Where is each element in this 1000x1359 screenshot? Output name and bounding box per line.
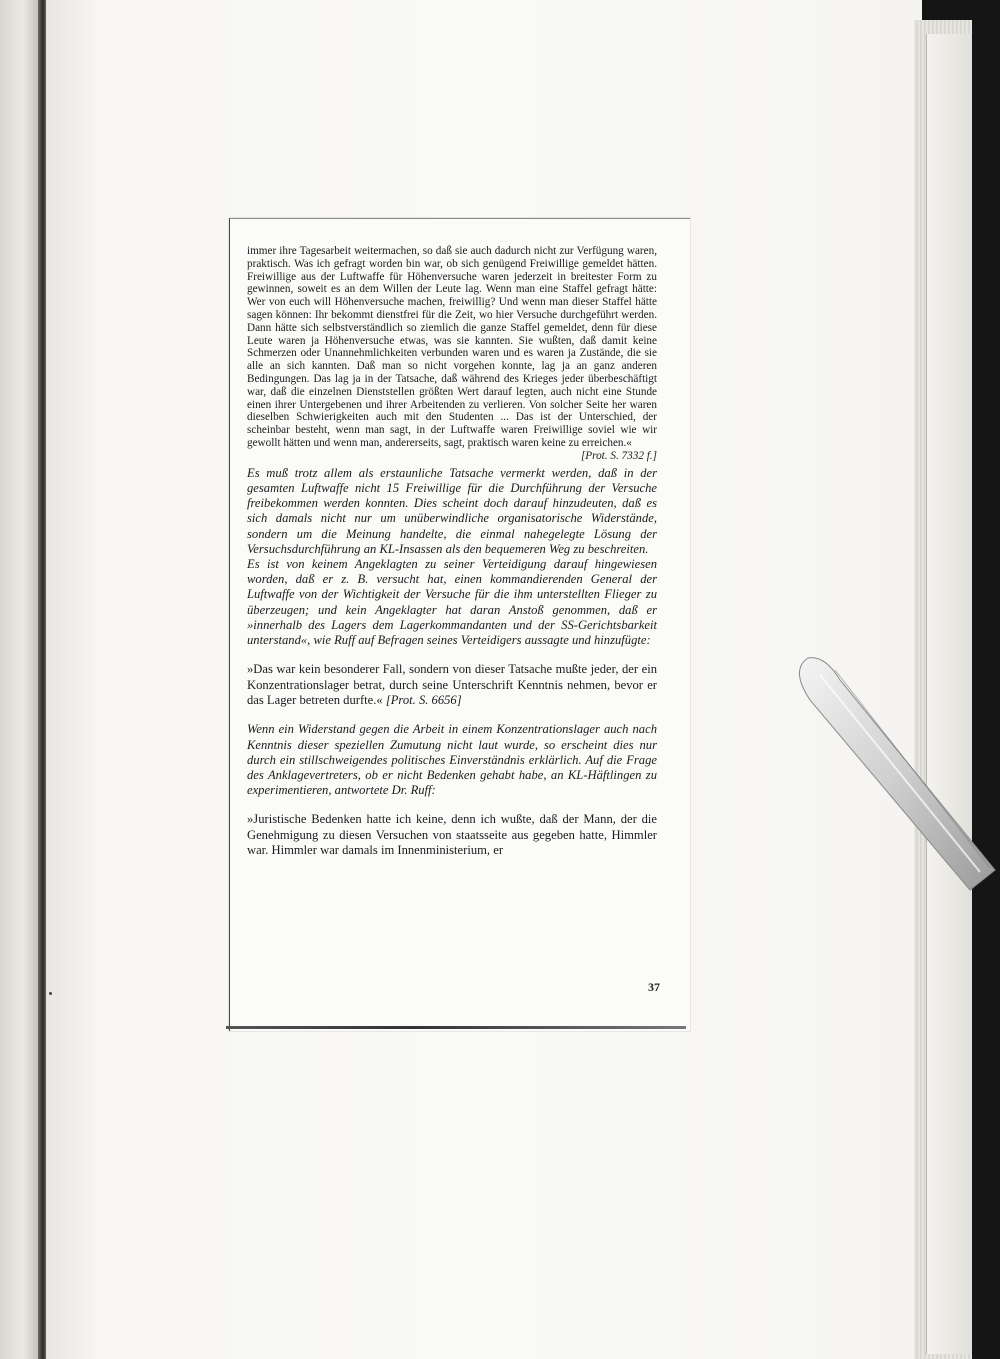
spacer [247, 798, 657, 812]
testimony-text: immer ihre Tagesarbeit weitermachen, so daß sie auch dadurch nicht zur Verfügung waren, praktisch. Was ich gefragt worden bin war, ob sich genügend Freiwillige gemeldet hätten. Freiwillige aus der Luftwaffe für Höhenversuche waren jederzeit in breitester Form zu gewinnen, soweit es an dem Willen der Leute lag. Wenn man eine Staffel gefragt hätte: Wer von euch will Höhenversuche machen, freiwillig? Und wenn man dieser Staffel hätte sagen können: Ihr bekommt dienstfrei für die Zeit, wo hier Versuche durchgeführt werden. Dann hätte sich selbstverständlich so ziemlich die ganze Staffel gemeldet, denn für diese Leute waren ja Höhenversuche etwas, was sie kannten. Sie wußten, daß damit keine Schmerzen oder Unannehmlichkeiten verbunden waren und es waren ja Zustände, die sie alle an sich kannten. Daß man so nicht vorgehen konnte, lag ja an ganz anderen Bedingungen. Das lag ja in der Tatsache, daß während des Krieges jeder überbeschäftigt war, daß die einzelnen Dienststellen größten Wert darauf legten, auch nicht eine Stunde einen ihrer Untergebenen und ihrer Arbeitenden zu verlieren. Von solcher Seite her waren dieselben Schwierigkeiten auch mit den Studenten ... Das ist der Unterschied, der scheinbar besteht, wenn man sagt, in der Luftwaffe waren Freiwillige soviel wie wir gewollt hätten und wenn man, andererseits, sagt, praktisch waren keine zu erreichen.« [247, 245, 657, 449]
quoted-testimony-paragraph [247, 245, 657, 462]
page-number: 37 [648, 980, 660, 994]
commentary-paragraph-2: Es ist von keinem Angeklagten zu seiner Verteidigung darauf hingewiesen worden, daß er z. B. versucht hat, einen kommandierenden General der Luftwaffe von der Wichtigkeit der Versuche für die ihm unterstellten Flieger zu überzeugen; und kein Angeklagter hat daran Anstoß genommen, daß er »innerhalb des Lagers dem Lagerkommandanten und der SS-Gerichtsbarkeit unterstand«, wie Ruff auf Befragen seines Verteidigers aussagte und hinzufügte: [247, 556, 657, 647]
paper-speck [49, 992, 52, 995]
quote-paragraph-1 [247, 662, 657, 708]
commentary-paragraph-3: Wenn ein Widerstand gegen die Arbeit in einem Konzentrationslager auch nach Kenntnis dieser speziellen Zumutung nicht laut wurde, so erscheint dies nur durch ein stillschweigendes politisches Einverständnis erklärlich. Auf die Frage des Anklagevertreters, ob er nicht Bedenken gehabt habe, an KL-Häftlingen zu experimentieren, antwortete Dr. Ruff: [247, 722, 657, 798]
protocol-reference: [Prot. S. 7332 f.] [580, 449, 657, 462]
quote-text: »Das war kein besonderer Fall, sondern von dieser Tatsache mußte jeder, der ein Konzentrationslager betrat, durch seine Unterschrift Kenntnis nehmen, bevor er das Lager betreten durfte.« [247, 662, 657, 707]
tweezers-icon [780, 640, 1000, 920]
spacer [247, 708, 657, 722]
protocol-reference: [Prot. S. 6656] [385, 693, 462, 707]
commentary-paragraph-1: Es muß trotz allem als erstaunliche Tatsache vermerkt werden, daß in der gesamten Luftwaffe nicht 15 Freiwillige für die Durchführung der Versuche freibekommen werden konnten. Dies scheint doch darauf hinzudeuten, daß es sich damals nicht nur um unüberwindliche organisatorische Widerstände, sondern um die Meinung handelte, die einmal nahegelegte Lösung der Versuchsdurchführung an KL-Insassen als den bequemeren Weg zu beschreiten. [247, 465, 657, 556]
clipping-bottom-edge [226, 1026, 686, 1029]
left-page-edge [0, 0, 42, 1359]
clipping-text [247, 245, 657, 859]
spacer [247, 648, 657, 662]
quote-paragraph-2: »Juristische Bedenken hatte ich keine, denn ich wußte, daß der Mann, der die Genehmigung zu diesen Versuchen von staatsseite aus gegeben hatte, Himmler war. Himmler war damals im Innenministerium, er [247, 812, 657, 858]
